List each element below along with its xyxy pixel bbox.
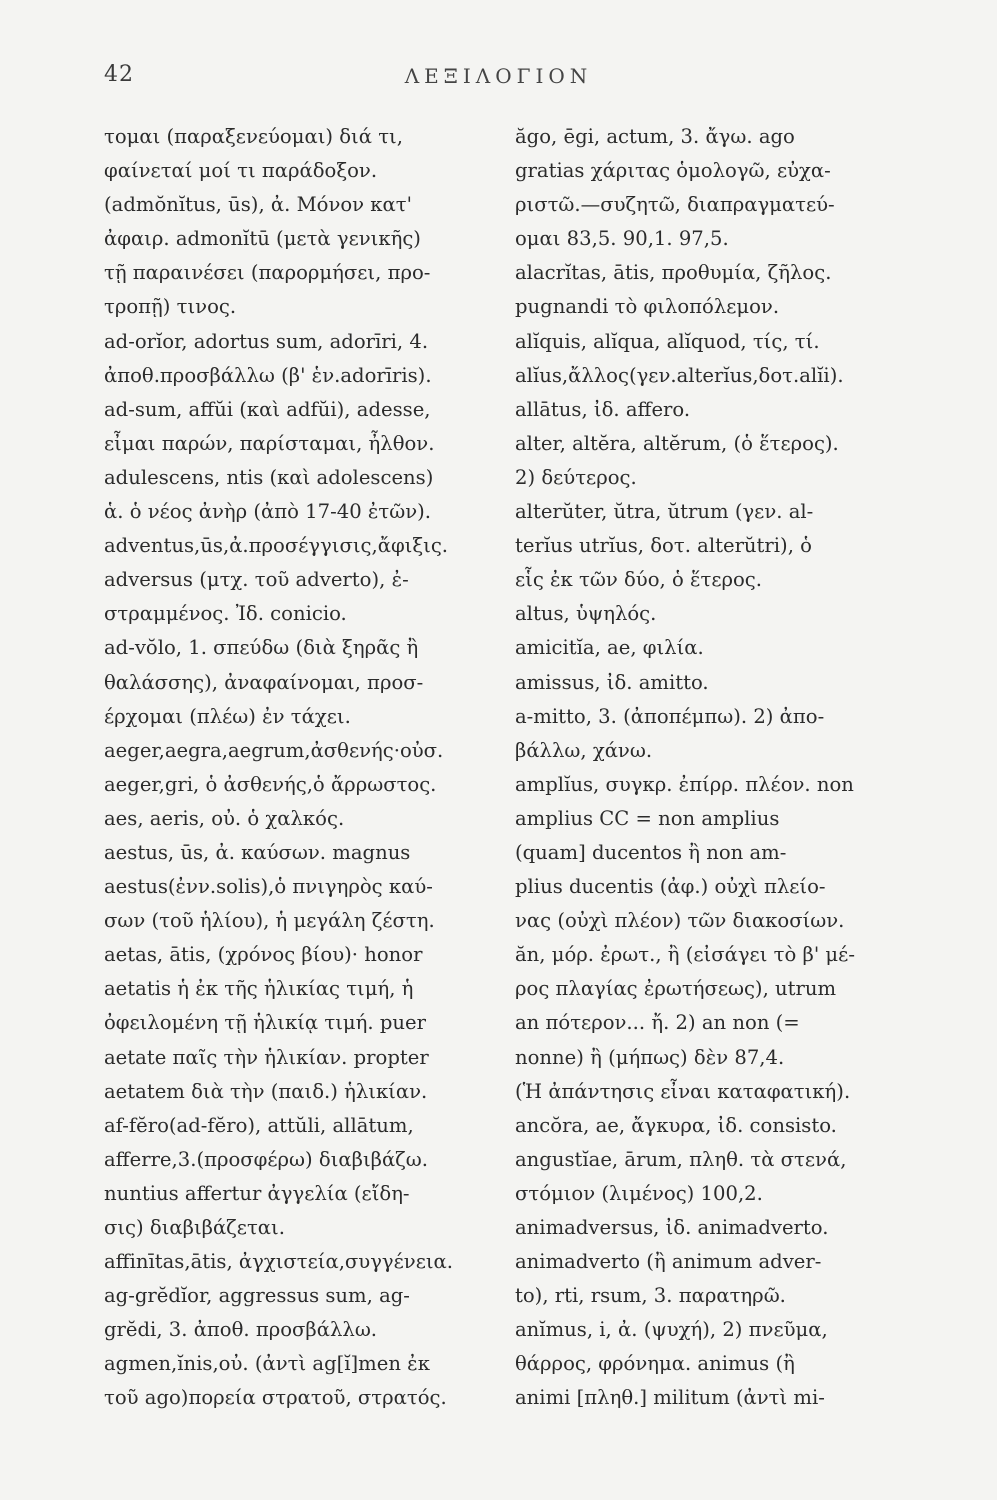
right-column-line: anĭmus, i, ἀ. (ψυχή), 2) πνεῦμα, xyxy=(515,1318,828,1342)
right-column-line: (quam] ducentos ἢ non am- xyxy=(515,840,787,864)
left-column-line: (admŏnĭtus, ūs), ἀ. Μόνον κατ' xyxy=(104,193,413,217)
running-head: ΛΕΞΙΛΟΓΙΟΝ xyxy=(404,64,593,88)
left-column-line: affinītas,ātis, ἀγχιστεία,συγγένεια. xyxy=(104,1250,453,1274)
left-column-line: τομαι (παραξενεύομαι) διά τι, xyxy=(104,125,403,148)
left-column-line: ἁ. ὁ νέος ἀνὴρ (ἀπὸ 17-40 ἐτῶν). xyxy=(104,500,432,524)
right-column-line: animi [πληθ.] militum (ἀντὶ mi- xyxy=(515,1386,825,1410)
right-column-line: στόμιον (λιμένος) 100,2. xyxy=(515,1181,763,1205)
left-column-line: έρχομαι (πλέω) ἐν τάχει. xyxy=(104,704,351,728)
left-column-line: aes, aeris, οὐ. ὁ χαλκός. xyxy=(104,806,345,830)
left-column-line: aetate παῖς τὴν ἡλικίαν. propter xyxy=(104,1045,429,1069)
right-column-line: 2) δεύτερος. xyxy=(515,465,637,489)
right-column-line: alĭquis, alĭqua, alĭquod, τίς, τί. xyxy=(515,329,820,353)
right-column-line: amplius CC = non amplius xyxy=(515,806,780,830)
right-column-line: alacrĭtas, ātis, προθυμία, ζῆλος. xyxy=(515,261,832,285)
right-column-line: ancŏra, ae, ἄγκυρα, ἰδ. consisto. xyxy=(515,1113,837,1137)
right-column-line: angustĭae, ārum, πληθ. τὰ στενά, xyxy=(515,1147,847,1171)
right-column-line: ăgo, ēgi, actum, 3. ἄγω. ago xyxy=(515,125,795,148)
left-column-line: adventus,ūs,ἀ.προσέγγισις,ἄφιξις. xyxy=(104,534,449,558)
left-column-line: af-fĕro(ad-fĕro), attŭli, allātum, xyxy=(104,1113,414,1137)
left-column-line: afferre,3.(προσφέρω) διαβιβάζω. xyxy=(104,1147,429,1171)
left-column-line: aetas, ātis, (χρόνος βίου)· honor xyxy=(104,943,423,967)
left-column-line: ὀφειλομένη τῇ ἡλικίᾳ τιμή. puer xyxy=(104,1011,426,1035)
right-column-line: βάλλω, χάνω. xyxy=(515,738,653,762)
left-column-line: ad-orĭor, adortus sum, adorīri, 4. xyxy=(104,329,429,353)
right-column-line: nonne) ἢ (μήπως) δὲν 87,4. xyxy=(515,1045,785,1069)
right-column-line: amicitĭa, ae, φιλία. xyxy=(515,636,704,660)
left-column-line: aestus(ἐνν.solis),ὁ πνιγηρὸς καύ- xyxy=(104,875,433,899)
right-column-line: an πότερον... ἤ. 2) an non (= xyxy=(515,1011,800,1035)
left-column-line: τῇ παραινέσει (παρορμήσει, προ- xyxy=(104,261,431,285)
left-column-line: ag-grĕdĭor, aggressus sum, ag- xyxy=(104,1284,410,1308)
right-column-line: animadverto (ἢ animum adver- xyxy=(515,1250,822,1274)
left-column-line: aeger,gri, ὁ ἀσθενής,ὁ ἄρρωστος. xyxy=(104,772,437,796)
right-column-line: ομαι 83,5. 90,1. 97,5. xyxy=(515,227,729,251)
right-column-line: allātus, ἰδ. affero. xyxy=(515,397,691,421)
left-column-line: aestus, ūs, ἀ. καύσων. magnus xyxy=(104,840,411,864)
right-column-line: gratias χάριτας ὁμολογῶ, εὐχα- xyxy=(515,159,831,183)
right-column-line: amissus, ἰδ. amitto. xyxy=(515,670,709,694)
left-column-line: σις) διαβιβάζεται. xyxy=(104,1216,285,1239)
right-column-line: νας (οὐχὶ πλέον) τῶν διακοσίων. xyxy=(515,909,845,933)
left-column-line: στραμμένος. Ἰδ. conicio. xyxy=(104,602,347,626)
left-column-line: τοῦ ago)πορεία στρατοῦ, στρατός. xyxy=(104,1386,447,1410)
right-column-line: to), rti, rsum, 3. παρατηρῶ. xyxy=(515,1284,786,1308)
right-column-line: εἷς ἐκ τῶν δύο, ὁ ἕτερος. xyxy=(515,568,762,592)
left-column-line: adulescens, ntis (καὶ adolescens) xyxy=(104,465,434,489)
left-column-line: aetatem διὰ τὴν (παιδ.) ἡλικίαν. xyxy=(104,1079,428,1103)
left-column-line: ad-vŏlo, 1. σπεύδω (διὰ ξηρᾶς ἢ xyxy=(104,636,419,660)
left-column-line: nuntius affertur ἀγγελία (εἴδη- xyxy=(104,1181,410,1205)
right-column-line: alterŭter, ŭtra, ŭtrum (γεν. al- xyxy=(515,500,814,524)
right-column-line: animadversus, ἰδ. animadverto. xyxy=(515,1216,829,1239)
right-column-line: plius ducentis (ἀφ.) οὐχὶ πλείο- xyxy=(515,875,826,899)
left-column-line: θαλάσσης), ἀναφαίνομαι, προσ- xyxy=(104,670,424,694)
right-column-line: a-mitto, 3. (ἀποπέμπω). 2) ἀπο- xyxy=(515,704,825,728)
page-number: 42 xyxy=(104,62,134,87)
left-column-line: aeger,aegra,aegrum,ἀσθενής·οὐσ. xyxy=(104,738,444,762)
right-column-line: pugnandi τὸ φιλοπόλεμον. xyxy=(515,295,780,319)
right-column-line: (Ἡ ἀπάντησις εἶναι καταφατική). xyxy=(515,1079,851,1103)
left-column-line: ad-sum, affŭi (καὶ adfŭi), adesse, xyxy=(104,397,431,421)
left-column-line: τροπῇ) τινος. xyxy=(104,295,237,319)
right-column-line: altus, ὑψηλός. xyxy=(515,602,657,626)
left-column-line: εἶμαι παρών, παρίσταμαι, ἦλθον. xyxy=(104,431,435,455)
right-column-line: ριστῶ.—συζητῶ, διαπραγματεύ- xyxy=(515,193,835,217)
right-column xyxy=(515,120,925,1416)
left-column-line: aetatis ἡ ἐκ τῆς ἡλικίας τιμή, ἡ xyxy=(104,977,414,1001)
left-column-line: σων (τοῦ ἡλίου), ἡ μεγάλη ζέστη. xyxy=(104,909,435,933)
left-column-line: grĕdi, 3. ἀποθ. προσβάλλω. xyxy=(104,1318,378,1342)
right-column-line: amplĭus, συγκρ. ἐπίρρ. πλέον. non xyxy=(515,772,854,796)
left-column xyxy=(104,120,494,1416)
left-column-line: adversus (μτχ. τοῦ adverto), ἐ- xyxy=(104,568,409,592)
left-column-line: φαίνεταί μοί τι παράδοξον. xyxy=(104,159,378,183)
right-column-line: terĭus utrĭus, δοτ. alterŭtri), ὁ xyxy=(515,534,812,558)
left-column-line: ἀποθ.προσβάλλω (β' ἑν.adorīris). xyxy=(104,363,432,387)
right-column-line: ρος πλαγίας ἐρωτήσεως), utrum xyxy=(515,977,837,1001)
left-column-line: agmen,ĭnis,οὐ. (ἀντὶ ag[ĭ]men ἐκ xyxy=(104,1352,430,1376)
right-column-line: ăn, μόρ. ἐρωτ., ἢ (εἰσάγει τὸ β' μέ- xyxy=(515,943,855,967)
right-column-line: alter, altĕra, altĕrum, (ὁ ἕτερος). xyxy=(515,431,839,455)
right-column-line: alĭus,ἄλλος(γεν.alterĭus,δοτ.alĭi). xyxy=(515,363,844,387)
left-column-line: ἀφαιρ. admonĭtū (μετὰ γενικῆς) xyxy=(104,227,421,251)
right-column-line: θάρρος, φρόνημα. animus (ἢ xyxy=(515,1352,795,1376)
